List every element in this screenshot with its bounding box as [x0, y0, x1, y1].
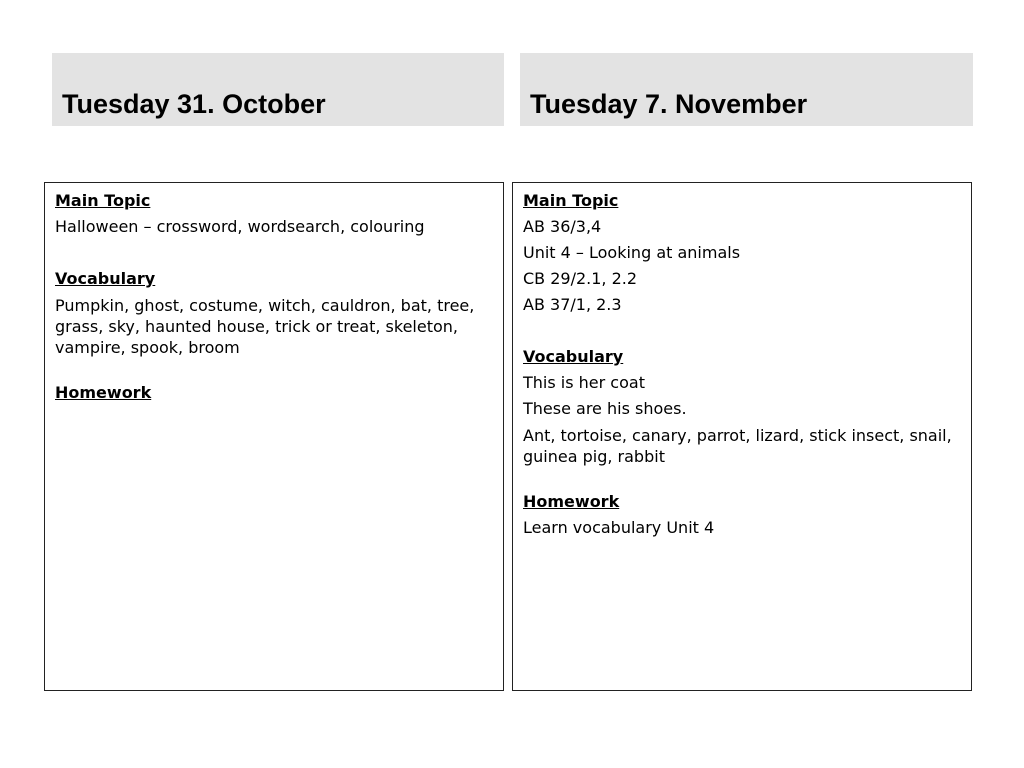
vocabulary-line: This is her coat — [523, 373, 645, 392]
date-title-left: Tuesday 31. October — [62, 89, 326, 119]
vocabulary-paragraph: Ant, tortoise, canary, parrot, lizard, stick insect, snail, guinea pig, rabbit — [523, 426, 952, 466]
lesson-panel-right — [512, 182, 972, 691]
main-topic-heading: Main Topic — [523, 191, 619, 210]
spacer — [523, 318, 961, 344]
homework-heading: Homework — [55, 383, 152, 402]
vocabulary-line: These are his shoes. — [523, 399, 687, 418]
lesson-panel-left — [44, 182, 504, 691]
spacer — [55, 240, 493, 266]
vocabulary-heading: Vocabulary — [523, 347, 624, 366]
main-topic-line: Unit 4 – Looking at animals — [523, 243, 741, 262]
vocabulary-heading: Vocabulary — [55, 269, 156, 288]
main-topic-line: AB 36/3,4 — [523, 217, 602, 236]
homework-heading: Homework — [523, 492, 620, 511]
spacer — [55, 358, 493, 380]
main-topic-line: CB 29/2.1, 2.2 — [523, 269, 638, 288]
homework-line: Learn vocabulary Unit 4 — [523, 518, 715, 537]
spacer — [523, 467, 961, 489]
main-topic-line: Halloween – crossword, wordsearch, colouring — [55, 217, 425, 236]
date-header-right — [520, 53, 973, 126]
date-header-left — [52, 53, 504, 126]
main-topic-line: AB 37/1, 2.3 — [523, 295, 622, 314]
date-title-right: Tuesday 7. November — [530, 89, 808, 119]
main-topic-heading: Main Topic — [55, 191, 151, 210]
vocabulary-paragraph: Pumpkin, ghost, costume, witch, cauldron, bat, tree, grass, sky, haunted house, trick or treat, skeleton, vampire, spook, broom — [55, 296, 475, 357]
